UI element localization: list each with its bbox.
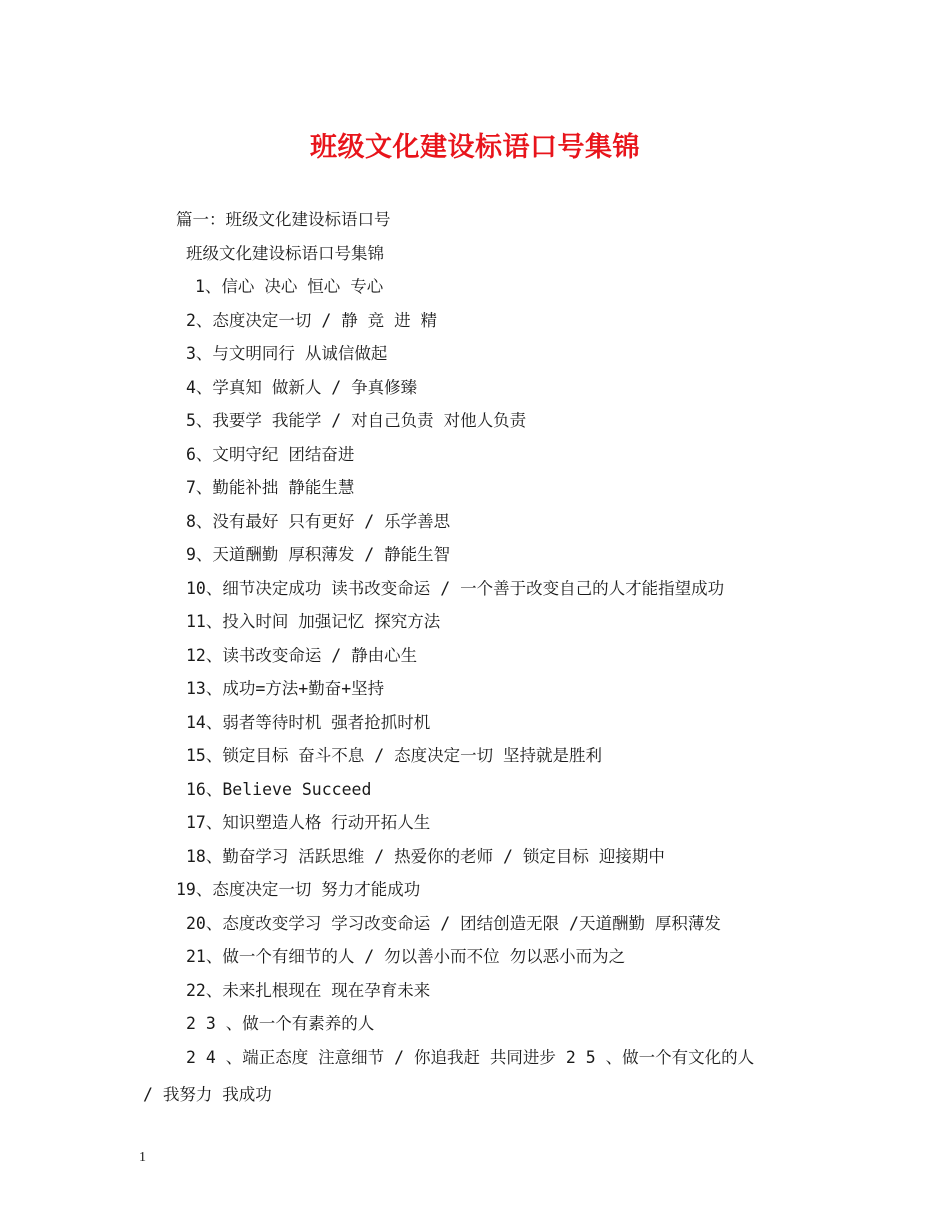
section-heading: 篇一：班级文化建设标语口号 (176, 210, 391, 229)
list-item: 9、天道酬勤 厚积薄发 / 静能生智 (186, 545, 451, 564)
document-title: 班级文化建设标语口号集锦 (310, 132, 640, 163)
list-item: 2 3 、做一个有素养的人 (186, 1014, 375, 1033)
list-item: 21、做一个有细节的人 / 勿以善小而不位 勿以恶小而为之 (186, 947, 626, 966)
list-item: 2、态度决定一切 / 静 竞 进 精 (186, 311, 438, 330)
list-item: 22、未来扎根现在 现在孕育未来 (186, 981, 431, 1000)
list-item: 6、文明守纪 团结奋进 (186, 445, 355, 464)
list-item: 20、态度改变学习 学习改变命运 / 团结创造无限 /天道酬勤 厚积薄发 (186, 914, 721, 933)
list-item: 13、成功=方法+勤奋+坚持 (186, 679, 385, 698)
list-item: 18、勤奋学习 活跃思维 / 热爱你的老师 / 锁定目标 迎接期中 (186, 847, 665, 866)
list-item: 5、我要学 我能学 / 对自己负责 对他人负责 (186, 411, 527, 430)
list-item: 4、学真知 做新人 / 争真修臻 (186, 378, 418, 397)
list-item-continuation: / 我努力 我成功 (143, 1085, 272, 1104)
page-number: 1 (139, 1150, 146, 1165)
list-item: 15、锁定目标 奋斗不息 / 态度决定一切 坚持就是胜利 (186, 746, 603, 765)
list-item: 19、态度决定一切 努力才能成功 (176, 880, 421, 899)
list-item: 1、信心 决心 恒心 专心 (195, 277, 384, 296)
list-item: 2 4 、端正态度 注意细节 / 你追我赶 共同进步 2 5 、做一个有文化的人 (186, 1048, 755, 1067)
list-item: 16、Believe Succeed (186, 780, 372, 799)
list-item: 14、弱者等待时机 强者抢抓时机 (186, 713, 431, 732)
list-item: 10、细节决定成功 读书改变命运 / 一个善于改变自己的人才能指望成功 (186, 579, 725, 598)
list-item: 11、投入时间 加强记忆 探究方法 (186, 612, 441, 631)
subheading: 班级文化建设标语口号集锦 (186, 244, 384, 263)
list-item: 3、与文明同行 从诚信做起 (186, 344, 388, 363)
list-item: 8、没有最好 只有更好 / 乐学善思 (186, 512, 451, 531)
list-item: 17、知识塑造人格 行动开拓人生 (186, 813, 431, 832)
list-item: 12、读书改变命运 / 静由心生 (186, 646, 418, 665)
list-item: 7、勤能补拙 静能生慧 (186, 478, 355, 497)
